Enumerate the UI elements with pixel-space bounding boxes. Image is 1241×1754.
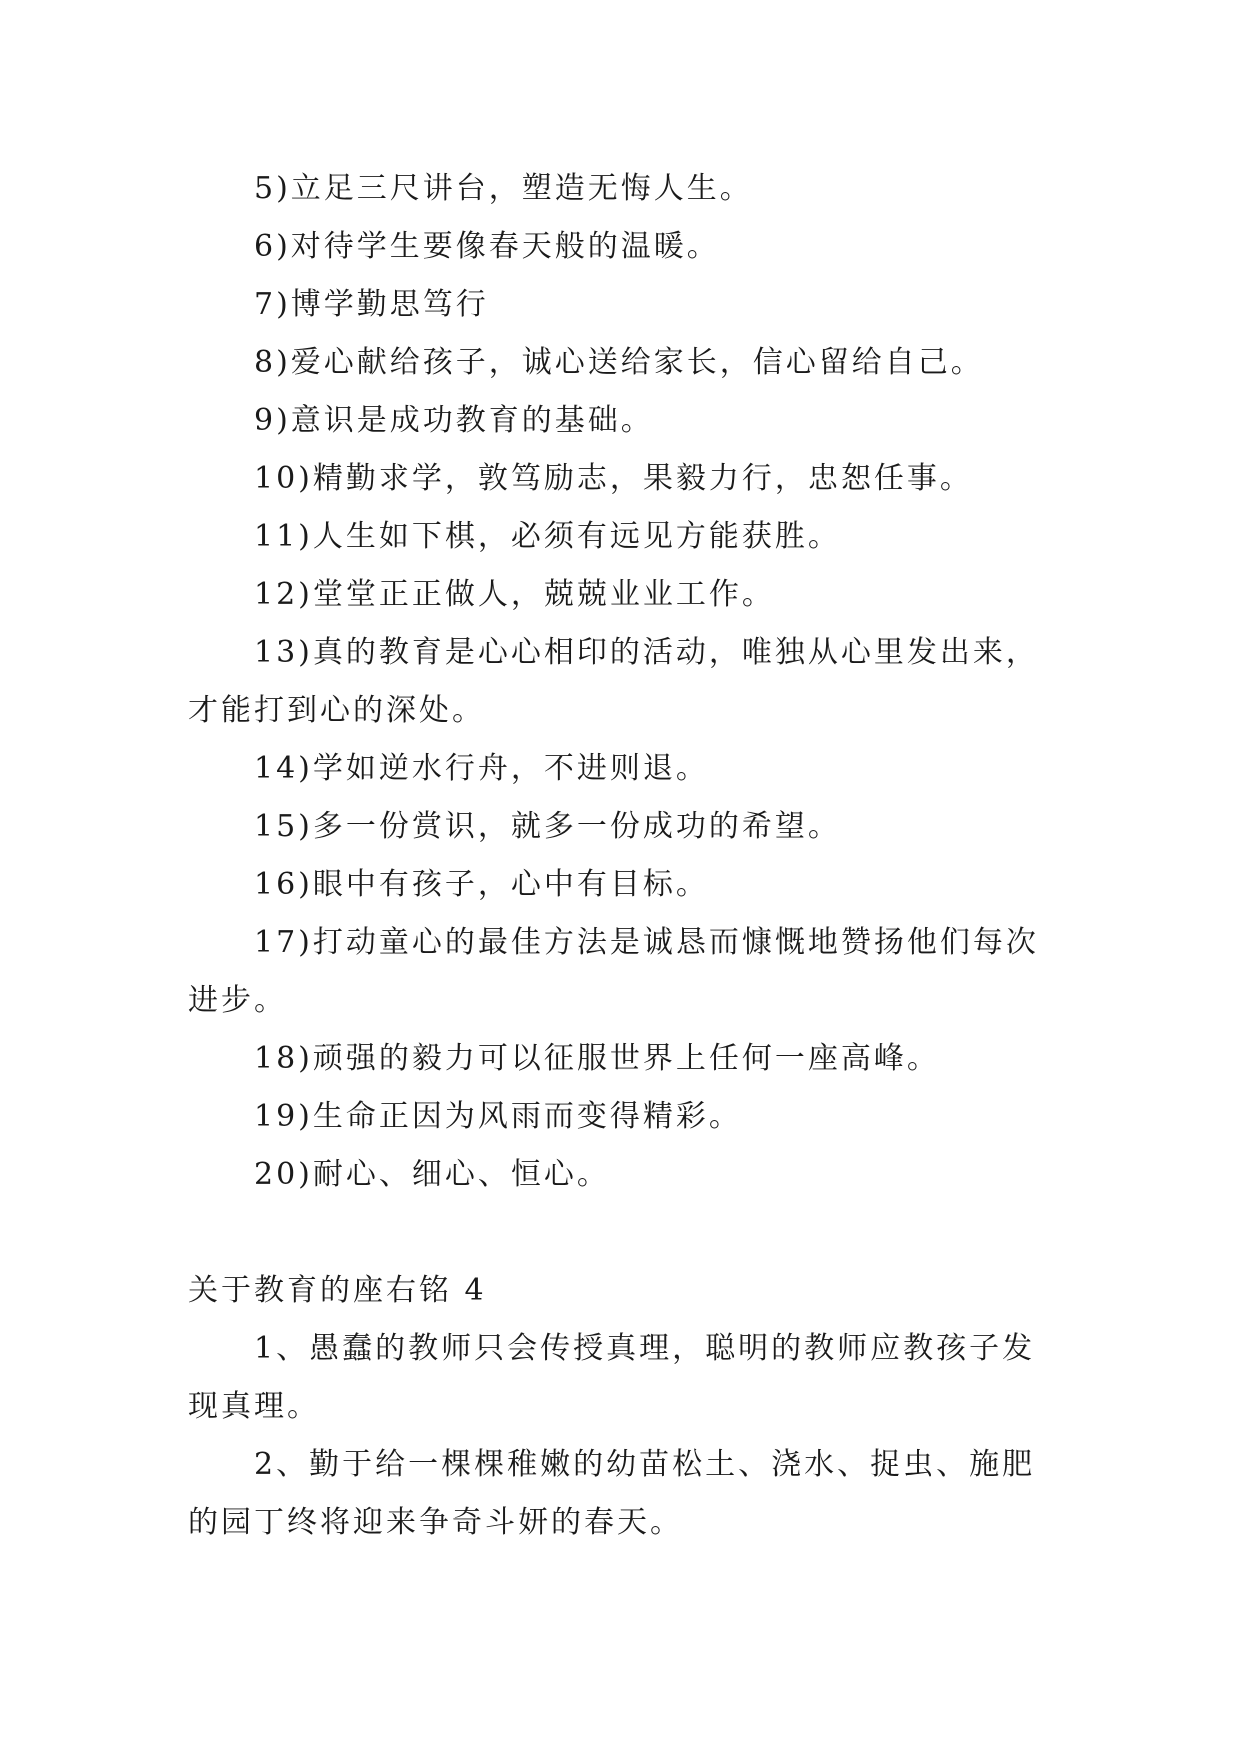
list-item: 11)人生如下棋，必须有远见方能获胜。: [254, 519, 841, 554]
list-item: 17)打动童心的最佳方法是诚恳而慷慨地赞扬他们每次: [254, 925, 1039, 960]
list-item: 9)意识是成功教育的基础。: [254, 403, 654, 438]
list-item: 16)眼中有孩子，心中有目标。: [254, 867, 709, 902]
section-spacer: [188, 1204, 1058, 1262]
list-item: 13)真的教育是心心相印的活动，唯独从心里发出来，: [254, 635, 1039, 670]
list-item: 15)多一份赏识，就多一份成功的希望。: [254, 809, 841, 844]
list-item-continuation: 的园丁终将迎来争奇斗妍的春天。: [188, 1505, 683, 1540]
list-item: 1、愚蠢的教师只会传授真理，聪明的教师应教孩子发: [254, 1331, 1036, 1366]
list-item: 20)耐心、细心、恒心。: [254, 1157, 610, 1192]
list-item: 2、勤于给一棵棵稚嫩的幼苗松土、浇水、捉虫、施肥: [254, 1447, 1036, 1482]
list-item-continuation: 才能打到心的深处。: [188, 693, 485, 728]
list-item: 6)对待学生要像春天般的温暖。: [254, 229, 720, 264]
list-item-continuation: 进步。: [188, 983, 287, 1018]
list-item: 12)堂堂正正做人，兢兢业业工作。: [254, 577, 775, 612]
list-item: 19)生命正因为风雨而变得精彩。: [254, 1099, 742, 1134]
list-item: 5)立足三尺讲台，塑造无悔人生。: [254, 171, 753, 206]
list-item: 18)顽强的毅力可以征服世界上任何一座高峰。: [254, 1041, 940, 1076]
list-item: 7)博学勤思笃行: [254, 287, 489, 322]
list-item: 14)学如逆水行舟，不进则退。: [254, 751, 709, 786]
list-item-continuation: 现真理。: [188, 1389, 320, 1424]
list-item: 10)精勤求学，敦笃励志，果毅力行，忠恕任事。: [254, 461, 973, 496]
list-item: 8)爱心献给孩子，诚心送给家长，信心留给自己。: [254, 345, 984, 380]
section-heading: 关于教育的座右铭 4: [188, 1273, 487, 1308]
document-body: [188, 160, 1058, 1552]
